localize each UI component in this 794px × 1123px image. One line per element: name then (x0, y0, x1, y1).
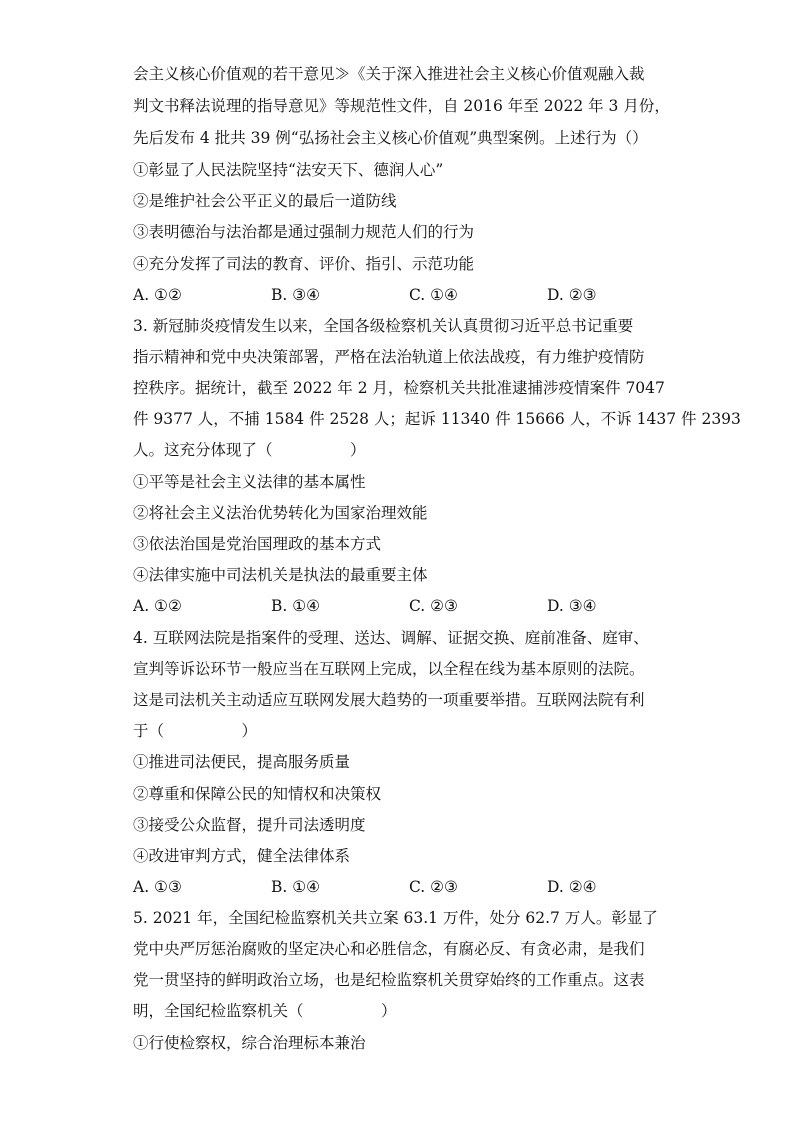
q3-item: ③依法治国是党治国理政的基本方式 (133, 535, 382, 553)
q2-options (133, 285, 693, 305)
q4-option-b: B. ①④ (271, 878, 321, 896)
q4-item: ①推进司法便民，提高服务质量 (133, 753, 351, 771)
q3-options (133, 596, 693, 616)
q3-stem-line: 指示精神和党中央决策部署，严格在法治轨道上依法战疫，有力维护疫情防 (133, 348, 645, 366)
q4-stem-line: 于（ ） (133, 722, 258, 740)
q4-stem-line: 这是司法机关主动适应互联网发展大趋势的一项重要举措。互联网法院有利 (133, 691, 645, 709)
q3-stem-line: 控秩序。据统计，截至 2022 年 2 月，检察机关共批准逮捕涉疫情案件 7047 (133, 379, 665, 397)
q2-stem-line: 先后发布 4 批共 39 例“弘扬社会主义核心价值观”典型案例。上述行为（） (133, 129, 648, 147)
q2-option-d: D. ②③ (547, 286, 597, 304)
q2-stem-line: 判文书释法说理的指导意见》等规范性文件，自 2016 年至 2022 年 3 月份， (133, 97, 670, 115)
q3-stem-line: 3. 新冠肺炎疫情发生以来，全国各级检察机关认真贯彻习近平总书记重要 (133, 317, 634, 335)
q5-stem-line: 党中央严厉惩治腐败的坚定决心和必胜信念，有腐必反、有贪必肃，是我们 (133, 940, 645, 958)
q4-item: ④改进审判方式，健全法律体系 (133, 847, 351, 865)
q4-option-c: C. ②③ (409, 878, 458, 896)
q3-option-c: C. ②③ (409, 597, 458, 615)
q3-item: ①平等是社会主义法律的基本属性 (133, 473, 366, 491)
q4-item: ②尊重和保障公民的知情权和决策权 (133, 785, 382, 803)
q3-option-d: D. ③④ (547, 597, 597, 615)
q2-item: ①彰显了人民法院坚持“法安天下、德润人心” (133, 161, 444, 179)
q4-stem-line: 宣判等诉讼环节一般应当在互联网上完成，以全程在线为基本原则的法院。 (133, 660, 645, 678)
q2-item: ④充分发挥了司法的教育、评价、指引、示范功能 (133, 255, 475, 273)
q5-stem-line: 党一贯坚持的鲜明政治立场，也是纪检监察机关贯穿始终的工作重点。这表 (133, 971, 645, 989)
q4-option-a: A. ①③ (133, 878, 182, 896)
q2-item: ③表明德治与法治都是通过强制力规范人们的行为 (133, 223, 475, 241)
q3-stem-line: 件 9377 人，不捕 1584 件 2528 人；起诉 11340 件 15666 人，不诉 1437 件 2393 (133, 410, 741, 428)
q5-stem-line: 明，全国纪检监察机关（ ） (133, 1002, 397, 1020)
q2-stem-line: 会主义核心价值观的若干意见≫《关于深入推进社会主义核心价值观融入裁 (133, 65, 645, 83)
q4-option-d: D. ②④ (547, 878, 597, 896)
q2-option-a: A. ①② (133, 286, 182, 304)
q5-stem-line: 5. 2021 年，全国纪检监察机关共立案 63.1 万件，处分 62.7 万人。彰显了 (133, 909, 658, 927)
q3-item: ④法律实施中司法机关是执法的最重要主体 (133, 566, 428, 584)
q2-item: ②是维护社会公平正义的最后一道防线 (133, 192, 397, 210)
q4-stem-line: 4. 互联网法院是指案件的受理、送达、调解、证据交换、庭前准备、庭审、 (133, 629, 649, 647)
q2-option-b: B. ③④ (271, 286, 321, 304)
q4-item: ③接受公众监督，提升司法透明度 (133, 816, 366, 834)
q3-option-b: B. ①④ (271, 597, 321, 615)
q2-option-c: C. ①④ (409, 286, 458, 304)
q4-options (133, 877, 693, 897)
q5-item: ①行使检察权，综合治理标本兼治 (133, 1034, 366, 1052)
q3-option-a: A. ①② (133, 597, 182, 615)
q3-item: ②将社会主义法治优势转化为国家治理效能 (133, 504, 428, 522)
q3-stem-line: 人。这充分体现了（ ） (133, 441, 366, 459)
